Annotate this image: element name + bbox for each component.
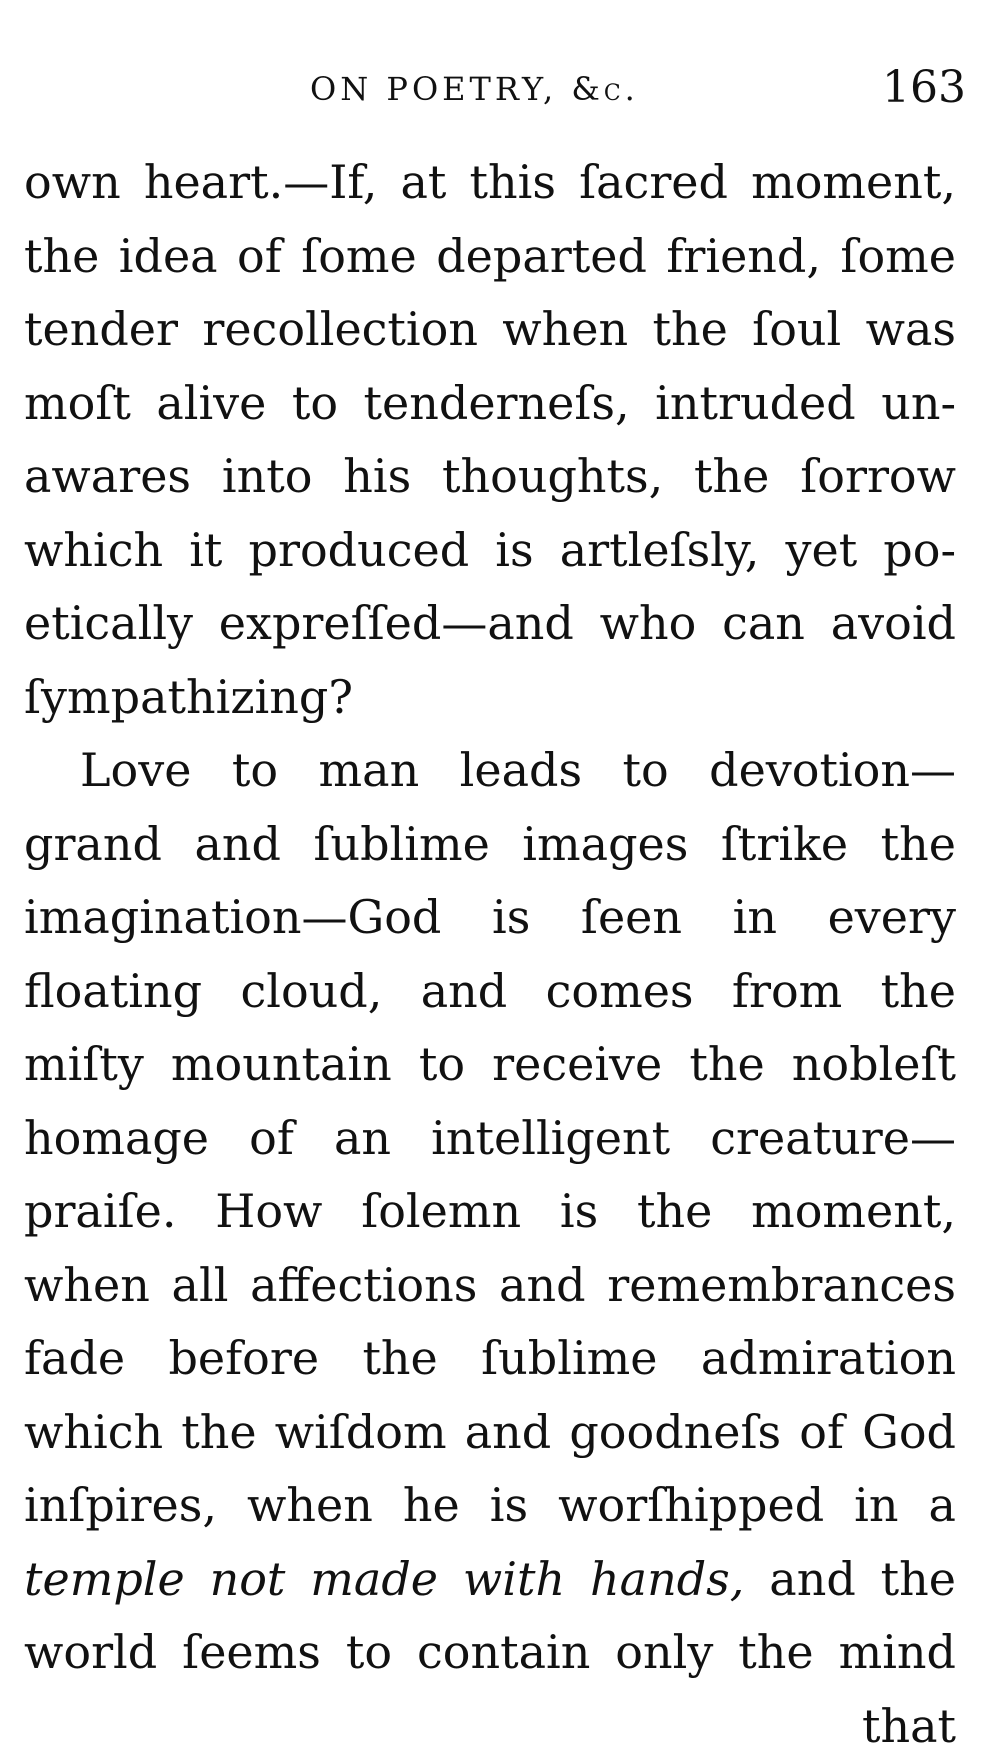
text-line: floating cloud, and comes from the	[24, 955, 956, 1029]
text-line: world ſeems to contain only the mind	[24, 1616, 956, 1690]
page-number: 163	[882, 62, 966, 113]
text-line: praiſe. How ſolemn is the moment,	[24, 1175, 956, 1249]
text-line: etically expreſſed—and who can avoid	[24, 587, 956, 661]
text-line: imagination—God is ſeen in every	[24, 881, 956, 955]
text-line: fade before the ſublime admiration	[24, 1322, 956, 1396]
italic-phrase: temple not made with hands,	[24, 1552, 744, 1606]
text-line: the idea of ſome departed friend, ſome	[24, 220, 956, 294]
text-line: inſpires, when he is worſhipped in a	[24, 1469, 956, 1543]
body-text	[24, 146, 956, 1763]
text-line: awares into his thoughts, the ſorrow	[24, 440, 956, 514]
text-line: which it produced is artleſsly, yet po-	[24, 514, 956, 588]
text-span: and the	[744, 1552, 956, 1606]
text-line: grand and ſublime images ſtrike the	[24, 808, 956, 882]
text-line: moſt alive to tenderneſs, intruded un-	[24, 367, 956, 441]
page-header	[310, 62, 966, 122]
text-line: own heart.—If, at this ſacred moment,	[24, 146, 956, 220]
text-line: which the wiſdom and goodneſs of God	[24, 1396, 956, 1470]
paragraph-start-line: Love to man leads to devotion—	[24, 734, 956, 808]
running-head: ON POETRY, &c.	[310, 70, 639, 108]
italic-text-line	[24, 1543, 956, 1617]
text-line: when all affections and remembrances	[24, 1249, 956, 1323]
text-line: homage of an intelligent creature—	[24, 1102, 956, 1176]
text-line: tender recollection when the ſoul was	[24, 293, 956, 367]
text-line: miſty mountain to receive the nobleſt	[24, 1028, 956, 1102]
text-line: ſympathizing?	[24, 661, 956, 735]
catchword: that	[24, 1690, 956, 1763]
